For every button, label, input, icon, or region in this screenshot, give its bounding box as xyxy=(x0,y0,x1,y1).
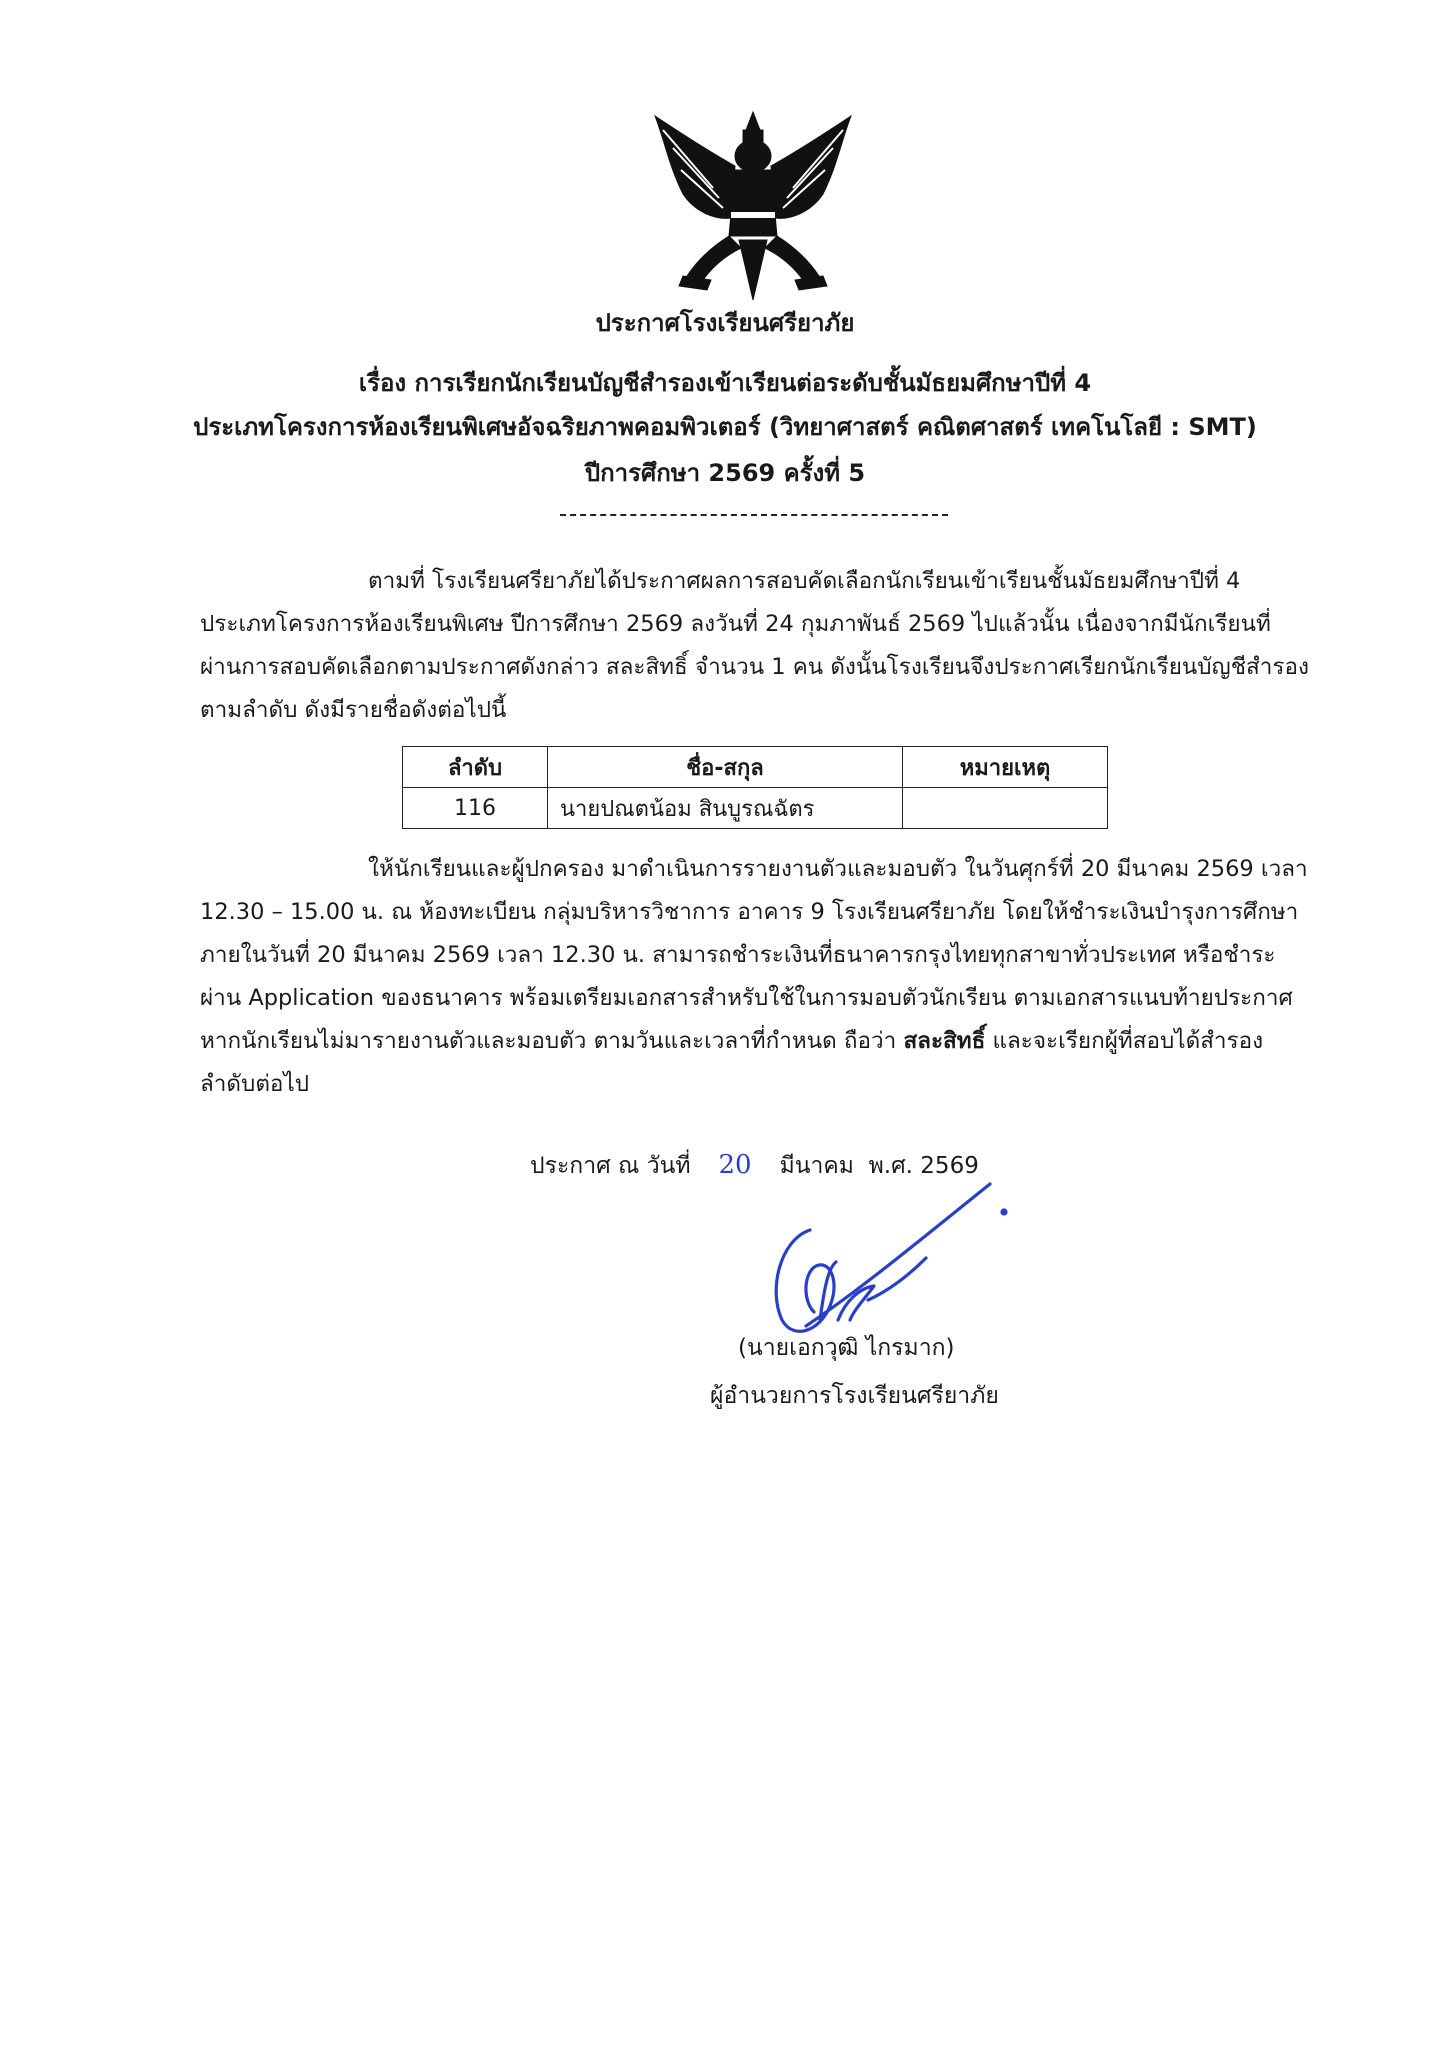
cell-order: 116 xyxy=(403,788,548,829)
garuda-emblem-icon xyxy=(643,108,863,304)
instruction-text-before: ให้นักเรียนและผู้ปกครอง มาดำเนินการรายงานตัวและมอบตัว ในวันศุกร์ที่ 20 มีนาคม 2569 เวลา 12.30 – 15.00 น. ณ ห้องทะเบียน กลุ่มบริหารวิชาการ อาคาร 9 โรงเรียนศรียาภัย โดยให้ชำระเงินบำรุงการศึกษาภายในวันที่ 20 มีนาคม 2569 เวลา 12.30 น. สามารถชำระเงินที่ธนาคารกรุงไทยทุกสาขาทั่วประเทศ หรือชำระผ่าน Application ของธนาคาร พร้อมเตรียมเอกสารสำหรับใช้ในการมอบตัวนักเรียน ตามเอกสารแนบท้ายประกาศ หากนักเรียนไม่มารายงานตัวและมอบตัว ตามวันและเวลาที่กำหนด ถือว่า xyxy=(200,856,1308,1054)
date-prefix: ประกาศ ณ วันที่ xyxy=(530,1153,691,1179)
instruction-text-after: และจะเรียกผู้ที่สอบได้สำรองลำดับต่อไป xyxy=(200,1028,1264,1097)
announcement-subject: เรื่อง การเรียกนักเรียนบัญชีสำรองเข้าเรียนต่อระดับชั้นมัธยมศึกษาปีที่ 4 xyxy=(358,369,1092,397)
handwritten-signature xyxy=(750,1170,1030,1350)
header-divider xyxy=(560,514,948,516)
forfeit-emphasis: สละสิทธิ์ xyxy=(903,1028,986,1054)
signatory-position: ผู้อำนวยการโรงเรียนศรียาภัย xyxy=(710,1383,999,1409)
announcement-title: ประกาศโรงเรียนศรียาภัย xyxy=(595,309,855,337)
column-header-name: ชื่อ-สกุล xyxy=(548,747,903,788)
reserve-students-table xyxy=(402,746,1108,829)
table-header-row xyxy=(403,747,1108,788)
date-month: มีนาคม xyxy=(779,1153,854,1179)
cell-name: นายปณตน้อม สินบูรณฉัตร xyxy=(548,788,903,829)
intro-paragraph xyxy=(200,560,1310,732)
signatory-name: (นายเอกวุฒิ ไกรมาก) xyxy=(738,1335,955,1361)
column-header-order: ลำดับ xyxy=(403,747,548,788)
announcement-year: ปีการศึกษา 2569 ครั้งที่ 5 xyxy=(584,459,866,487)
date-year: 2569 xyxy=(920,1153,979,1179)
table-row xyxy=(403,788,1108,829)
date-day-handwritten: 20 xyxy=(718,1150,752,1180)
date-era: พ.ศ. xyxy=(868,1153,913,1179)
column-header-note: หมายเหตุ xyxy=(903,747,1108,788)
cell-note xyxy=(903,788,1108,829)
intro-paragraph-text: ตามที่ โรงเรียนศรียาภัยได้ประกาศผลการสอบคัดเลือกนักเรียนเข้าเรียนชั้นมัธยมศึกษาปีที่ 4 ประเภทโครงการห้องเรียนพิเศษ ปีการศึกษา 2569 ลงวันที่ 24 กุมภาพันธ์ 2569 ไปแล้วนั้น เนื่องจากมีนักเรียนที่ผ่านการสอบคัดเลือกตามประกาศดังกล่าว สละสิทธิ์ จำนวน 1 คน ดังนั้นโรงเรียนจึงประกาศเรียกนักเรียนบัญชีสำรองตามลำดับ ดังมีรายชื่อดังต่อไปนี้ xyxy=(200,568,1309,723)
announcement-program: ประเภทโครงการห้องเรียนพิเศษอัจฉริยภาพคอมพิวเตอร์ (วิทยาศาสตร์ คณิตศาสตร์ เทคโนโลยี : SMT) xyxy=(193,413,1257,441)
instruction-paragraph xyxy=(200,848,1310,1106)
